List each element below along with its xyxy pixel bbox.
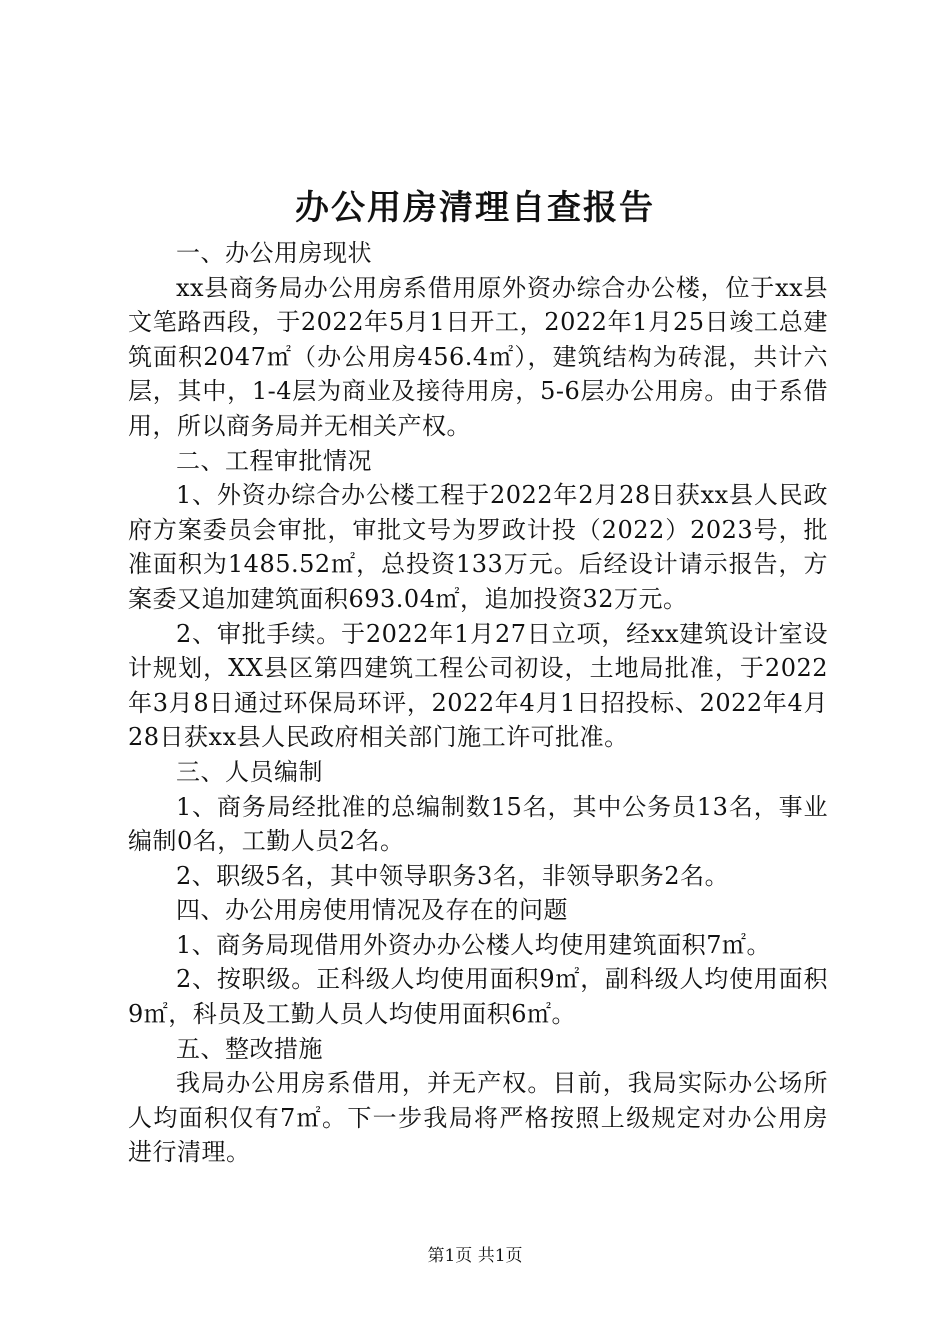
section-heading-rectification: 五、整改措施 <box>176 1034 323 1063</box>
section-heading-usage: 四、办公用房使用情况及存在的问题 <box>176 896 568 925</box>
paragraph-approval-1: 1、外资办综合办公楼工程于2022年2月28日获xx县人民政府方案委员会审批，审批文号为罗政计投（2022）2023号，批准面积为1485.52㎡，总投资133万元。后经设计请示报告，方案委又追加建筑面积693.04㎡，追加投资32万元。 <box>128 481 828 613</box>
document-title: 办公用房清理自查报告 <box>295 188 655 228</box>
paragraph-approval-2: 2、审批手续。于2022年1月27日立项，经xx建筑设计室设计规划，XX县区第四建筑工程公司初设，土地局批准，于2022年3月8日通过环保局环评，2022年4月1日招投标、2022年4月28日获xx县人民政府相关部门施工许可批准。 <box>128 619 828 752</box>
paragraph-staffing-2: 2、职级5名，其中领导职务3名，非领导职务2名。 <box>176 861 730 890</box>
section-heading-status: 一、办公用房现状 <box>176 239 372 267</box>
paragraph-usage-2: 2、按职级。正科级人均使用面积9㎡，副科级人均使用面积9㎡，科员及工勤人员人均使用面积6㎡。 <box>128 965 828 1029</box>
section-heading-approval: 二、工程审批情况 <box>176 446 372 475</box>
paragraph-status-detail: xx县商务局办公用房系借用原外资办综合办公楼，位于xx县文笔路西段，于2022年5月1日开工，2022年1月25日竣工总建筑面积2047㎡（办公用房456.4㎡），建筑结构为砖混，共计六层，其中，1-4层为商业及接待用房，5-6层办公用房。由于系借用，所以商务局并无相关产权。 <box>128 273 828 440</box>
paragraph-rectification: 我局办公用房系借用，并无产权。目前，我局实际办公场所人均面积仅有7㎡。下一步我局将严格按照上级规定对办公用房进行清理。 <box>128 1069 828 1167</box>
section-heading-staffing: 三、人员编制 <box>176 757 323 786</box>
page-footer: 第1页 共1页 <box>427 1246 523 1266</box>
document-body <box>128 236 828 1170</box>
paragraph-usage-1: 1、商务局现借用外资办办公楼人均使用建筑面积7㎡。 <box>176 930 772 959</box>
paragraph-staffing-1: 1、商务局经批准的总编制数15名，其中公务员13名，事业编制0名，工勤人员2名。 <box>128 792 828 856</box>
